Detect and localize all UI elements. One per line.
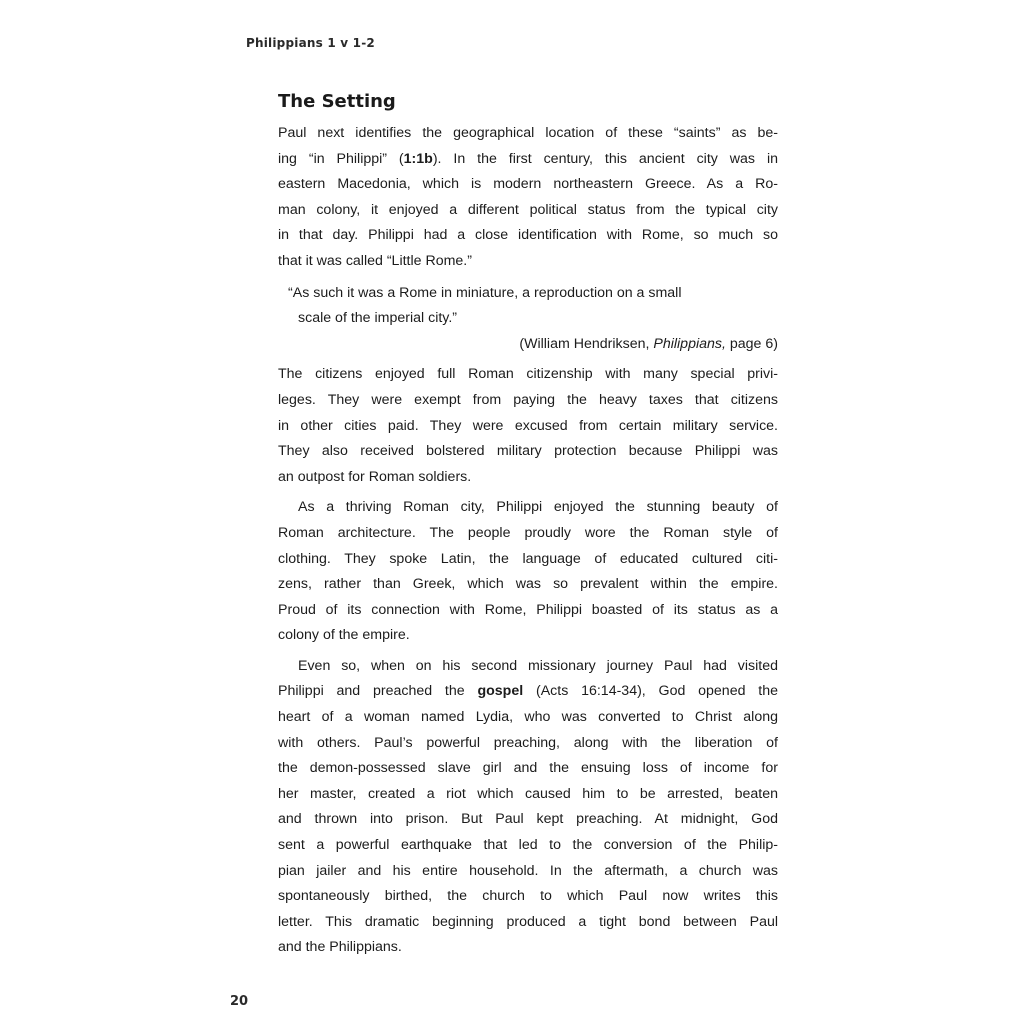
text-span: ). In the first century, this ancient city was in bbox=[432, 150, 778, 167]
citation-title: Philippians, bbox=[653, 335, 726, 352]
text-line: her master, created a riot which caused him to be arrested, beaten bbox=[278, 785, 778, 802]
text-span: Philippi and preached the bbox=[278, 683, 478, 700]
text-line: The citizens enjoyed full Roman citizenship with many special privi- bbox=[278, 366, 778, 383]
text-line: in that day. Philippi had a close identification with Rome, so much so bbox=[278, 227, 778, 244]
text-line: man colony, it enjoyed a different political status from the typical city bbox=[278, 201, 778, 218]
text-line: Roman architecture. The people proudly wore the Roman style of bbox=[278, 524, 778, 541]
paragraph-2 bbox=[278, 362, 778, 490]
text-line: spontaneously birthed, the church to which Paul now writes this bbox=[278, 888, 778, 905]
text-line: colony of the empire. bbox=[278, 627, 410, 644]
text-line bbox=[278, 147, 778, 173]
text-line: and the Philippians. bbox=[278, 939, 402, 956]
text-span: (Acts 16:14-34), God opened the bbox=[523, 683, 778, 700]
quote-citation bbox=[288, 332, 778, 358]
verse-reference: 1:1b bbox=[403, 150, 433, 167]
text-line bbox=[278, 679, 778, 705]
citation-text: page 6) bbox=[725, 335, 778, 352]
body-text bbox=[278, 121, 778, 961]
text-line: letter. This dramatic beginning produced a tight bond between Paul bbox=[278, 913, 778, 930]
text-line: and thrown into prison. But Paul kept preaching. At midnight, God bbox=[278, 811, 778, 828]
text-line: the demon-possessed slave girl and the ensuing loss of income for bbox=[278, 760, 778, 777]
text-line: pian jailer and his entire household. In the aftermath, a church was bbox=[278, 862, 778, 879]
paragraph-4 bbox=[278, 654, 778, 961]
text-line: an outpost for Roman soldiers. bbox=[278, 468, 472, 485]
text-line: in other cities paid. They were excused from certain military service. bbox=[278, 417, 778, 434]
citation-text: (William Hendriksen, bbox=[519, 335, 654, 352]
page-number: 20 bbox=[230, 994, 249, 1009]
section-heading: The Setting bbox=[278, 91, 396, 112]
text-line: that it was called “Little Rome.” bbox=[278, 252, 472, 269]
text-line: They also received bolstered military protection because Philippi was bbox=[278, 443, 778, 460]
paragraph-3 bbox=[278, 495, 778, 649]
text-line: Paul next identifies the geographical location of these “saints” as be- bbox=[278, 125, 778, 141]
text-line: clothing. They spoke Latin, the language of educated cultured citi- bbox=[278, 550, 778, 567]
text-line: sent a powerful earthquake that led to the conversion of the Philip- bbox=[278, 837, 778, 854]
text-line: zens, rather than Greek, which was so prevalent within the empire. bbox=[278, 576, 778, 593]
text-line: Proud of its connection with Rome, Philippi boasted of its status as a bbox=[278, 601, 778, 618]
text-line: leges. They were exempt from paying the heavy taxes that citizens bbox=[278, 391, 778, 408]
text-line: heart of a woman named Lydia, who was converted to Christ along bbox=[278, 709, 778, 726]
glossary-term: gospel bbox=[477, 683, 524, 700]
block-quote bbox=[278, 281, 778, 358]
paragraph-1 bbox=[278, 121, 778, 275]
text-line: eastern Macedonia, which is modern northeastern Greece. As a Ro- bbox=[278, 176, 778, 193]
text-line: Even so, when on his second missionary journey Paul had visited bbox=[298, 657, 778, 674]
running-head: Philippians 1 v 1-2 bbox=[246, 36, 375, 50]
text-span: ing “in Philippi” ( bbox=[278, 150, 404, 167]
quote-line: scale of the imperial city.” bbox=[298, 310, 458, 327]
text-line: with others. Paul’s powerful preaching, along with the liberation of bbox=[278, 734, 778, 751]
text-line: As a thriving Roman city, Philippi enjoyed the stunning beauty of bbox=[298, 499, 778, 516]
quote-line: “As such it was a Rome in miniature, a reproduction on a small bbox=[288, 284, 682, 301]
